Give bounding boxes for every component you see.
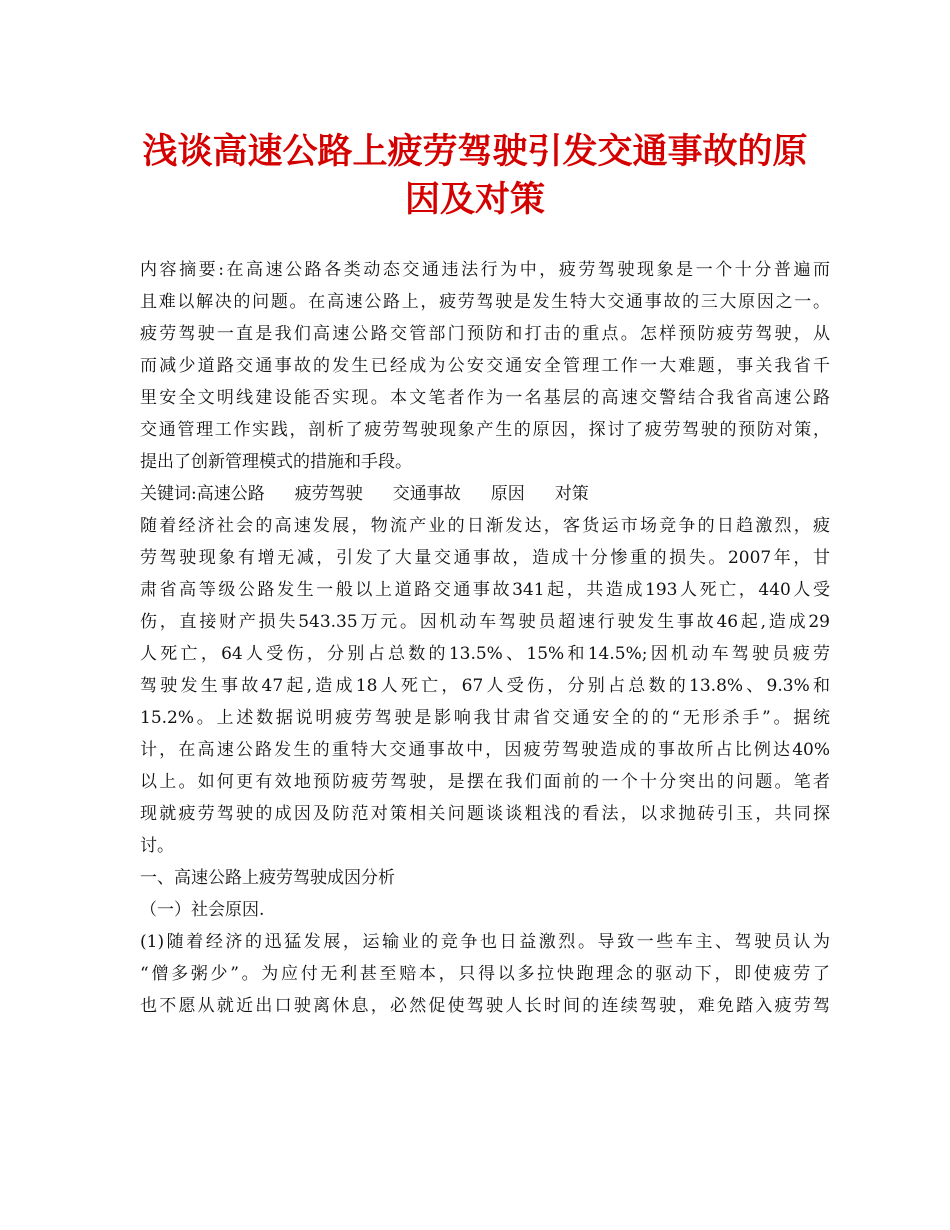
abstract-line: 疲劳驾驶一直是我们高速公路交管部门预防和打击的重点。怎样预防疲劳驾驶，从 bbox=[140, 324, 830, 344]
body-line: 伤，直接财产损失543.35万元。因机动车驾驶员超速行驶发生事故46起,造成29 bbox=[140, 612, 830, 632]
keyword: 对策 bbox=[554, 484, 589, 504]
keywords-label: 关键词: bbox=[140, 484, 197, 504]
abstract-line: 里安全文明线建设能否实现。本文笔者作为一名基层的高速交警结合我省高速公路 bbox=[140, 388, 830, 408]
body-line: 人死亡，64人受伤，分别占总数的13.5%、15%和14.5%;因机动车驾驶员疲劳 bbox=[140, 644, 830, 664]
keyword: 高速公路 bbox=[196, 484, 265, 504]
section-heading: 一、高速公路上疲劳驾驶成因分析 bbox=[140, 868, 395, 888]
body-line: 讨。 bbox=[140, 836, 174, 856]
body-line: 也不愿从就近出口驶离休息，必然促使驾驶人长时间的连续驾驶，难免踏入疲劳驾 bbox=[140, 996, 830, 1016]
abstract-line: 交通管理工作实践，剖析了疲劳驾驶现象产生的原因，探讨了疲劳驾驶的预防对策， bbox=[140, 420, 830, 440]
keyword: 原因 bbox=[490, 484, 525, 504]
body-line: 现就疲劳驾驶的成因及防范对策相关问题谈谈粗浅的看法，以求抛砖引玉，共同探 bbox=[140, 804, 830, 824]
body-line: 随着经济社会的高速发展，物流产业的日渐发达，客货运市场竞争的日趋激烈，疲 bbox=[140, 516, 830, 536]
abstract-line: 提出了创新管理模式的措施和手段。 bbox=[140, 452, 412, 472]
body-line: (1)随着经济的迅猛发展，运输业的竞争也日益激烈。导致一些车主、驾驶员认为 bbox=[140, 932, 830, 952]
keyword: 疲劳驾驶 bbox=[294, 484, 363, 504]
keyword: 交通事故 bbox=[392, 484, 461, 504]
body-line: 以上。如何更有效地预防疲劳驾驶，是摆在我们面前的一个十分突出的问题。笔者 bbox=[140, 772, 830, 792]
body-line: 劳驾驶现象有增无减，引发了大量交通事故，造成十分惨重的损失。2007年，甘 bbox=[140, 548, 830, 568]
document-title-line-2: 因及对策 bbox=[404, 179, 545, 220]
keywords-line bbox=[140, 482, 830, 506]
abstract-line: 内容摘要:在高速公路各类动态交通违法行为中，疲劳驾驶现象是一个十分普遍而 bbox=[140, 260, 830, 280]
body-line: 15.2%。上述数据说明疲劳驾驶是影响我甘肃省交通安全的的“无形杀手”。据统 bbox=[140, 708, 830, 728]
body-line: “僧多粥少”。为应付无利甚至赔本，只得以多拉快跑理念的驱动下，即使疲劳了 bbox=[140, 964, 830, 984]
subsection-heading: （一）社会原因. bbox=[140, 900, 265, 920]
body-line: 计，在高速公路发生的重特大交通事故中，因疲劳驾驶造成的事故所占比例达40% bbox=[140, 740, 830, 760]
abstract-line: 且难以解决的问题。在高速公路上，疲劳驾驶是发生特大交通事故的三大原因之一。 bbox=[140, 292, 830, 312]
document-title-line-1: 浅谈高速公路上疲劳驾驶引发交通事故的原 bbox=[142, 131, 808, 172]
abstract-line: 而减少道路交通事故的发生已经成为公安交通安全管理工作一大难题，事关我省千 bbox=[140, 356, 830, 376]
body-line: 肃省高等级公路发生一般以上道路交通事故341起，共造成193人死亡，440人受 bbox=[140, 580, 830, 600]
body-line: 驾驶发生事故47起,造成18人死亡，67人受伤，分别占总数的13.8%、9.3%和 bbox=[140, 676, 830, 696]
